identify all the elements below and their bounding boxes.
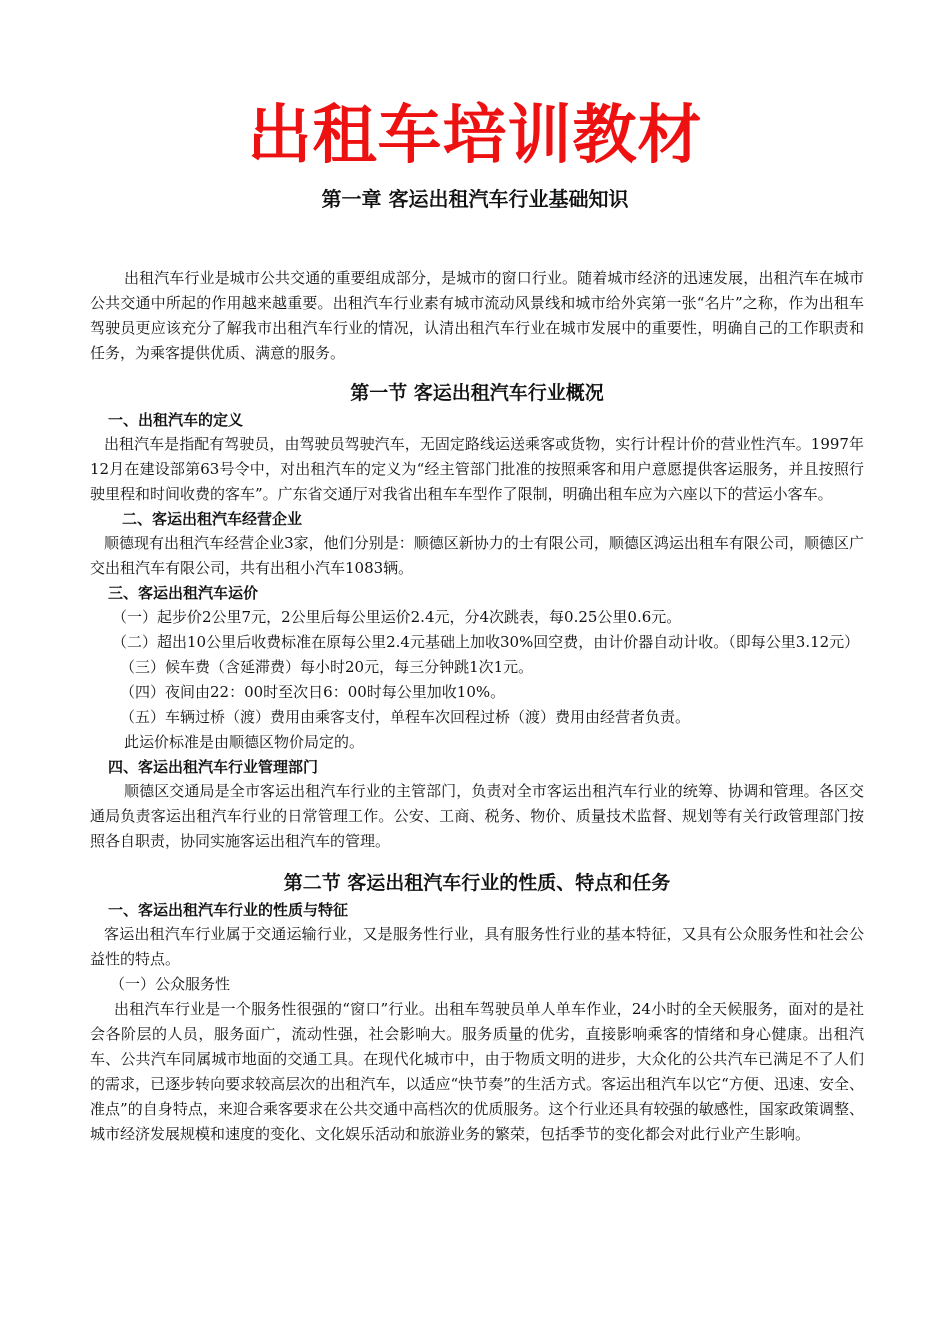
paragraph-taxi-operators: 顺德现有出租汽车经营企业3家，他们分别是：顺德区新协力的士有限公司，顺德区鸿运出租车有限公司，顺德区广交出租汽车有限公司，共有出租小汽车1083辆。: [90, 534, 864, 577]
document-body: [90, 266, 864, 1147]
intro-paragraph: 出租汽车行业是城市公共交通的重要组成部分，是城市的窗口行业。随着城市经济的迅速发展，出租汽车在城市公共交通中所起的作用越来越重要。出租汽车行业素有城市流动风景线和城市给外宾第一张“名片”之称，作为出租车驾驶员更应该充分了解我市出租汽车行业的情况，认清出租汽车行业在城市发展中的重要性，明确自己的工作职责和任务，为乘客提供优质、满意的服务。: [90, 269, 864, 362]
subheading-taxi-operators: 二、客运出租汽车经营企业: [122, 510, 303, 528]
section-2-heading: 第二节 客运出租汽车行业的性质、特点和任务: [283, 872, 671, 894]
section-1-heading: 第一节 客运出租汽车行业概况: [350, 382, 604, 404]
subheading-taxi-fares: 三、客运出租汽车运价: [108, 584, 259, 602]
fare-item-1: （一）起步价2公里7元，2公里后每公里运价2.4元，分4次跳表，每0.25公里0.6元。: [112, 608, 682, 626]
fare-item-3: （三）候车费（含延滞费）每小时20元，每三分钟跳1次1元。: [120, 658, 534, 676]
subheading-taxi-definition: 一、出租汽车的定义: [108, 411, 244, 429]
fare-item-2: （二）超出10公里后收费标准在原每公里2.4元基础上加收30%回空费，由计价器自动计收。（即每公里3.12元）: [112, 633, 860, 651]
paragraph-management: 顺德区交通局是全市客运出租汽车行业的主管部门，负责对全市客运出租汽车行业的统筹、协调和管理。各区交通局负责客运出租汽车行业的日常管理工作。公安、工商、税务、物价、质量技术监督、规划等有关行政管理部门按照各自职责，协同实施客运出租汽车的管理。: [90, 782, 864, 850]
fare-note: 此运价标准是由顺德区物价局定的。: [124, 733, 365, 751]
subheading-management: 四、客运出租汽车行业管理部门: [108, 758, 319, 776]
subheading-public-service: （一）公众服务性: [110, 975, 231, 993]
paragraph-public-service: 出租汽车行业是一个服务性很强的“窗口”行业。出租车驾驶员单人单车作业，24小时的全天候服务，面对的是社会各阶层的人员，服务面广，流动性强，社会影响大。服务质量的优劣，直接影响乘客的情绪和身心健康。出租汽车、公共汽车同属城市地面的交通工具。在现代化城市中，由于物质文明的进步，大众化的公共汽车已满足不了人们的需求，已逐步转向要求较高层次的出租汽车，以适应“快节奏”的生活方式。客运出租汽车以它“方便、迅速、安全、准点”的自身特点，来迎合乘客要求在公共交通中高档次的优质服务。这个行业还具有较强的敏感性，国家政策调整、城市经济发展规模和速度的变化、文化娱乐活动和旅游业务的繁荣，包括季节的变化都会对此行业产生影响。: [90, 1000, 864, 1143]
fare-item-4: （四）夜间由22：00时至次日6：00时每公里加收10%。: [120, 683, 506, 701]
paragraph-taxi-definition: 出租汽车是指配有驾驶员，由驾驶员驾驶汽车，无固定路线运送乘客或货物，实行计程计价的营业性汽车。1997年12月在建设部第63号令中，对出租汽车的定义为“经主管部门批准的按照乘客和用户意愿提供客运服务，并且按照行驶里程和时间收费的客车”。广东省交通厅对我省出租车车型作了限制，明确出租车应为六座以下的营运小客车。: [90, 435, 864, 503]
fare-item-5: （五）车辆过桥（渡）费用由乘客支付，单程车次回程过桥（渡）费用由经营者负责。: [120, 708, 691, 726]
paragraph-nature: 客运出租汽车行业属于交通运输行业，又是服务性行业，具有服务性行业的基本特征，又具有公众服务性和社会公益性的特点。: [90, 925, 864, 968]
document-title: 出租车培训教材: [247, 99, 703, 173]
chapter-heading: 第一章 客运出租汽车行业基础知识: [321, 187, 629, 211]
subheading-nature: 一、客运出租汽车行业的性质与特征: [108, 901, 349, 919]
